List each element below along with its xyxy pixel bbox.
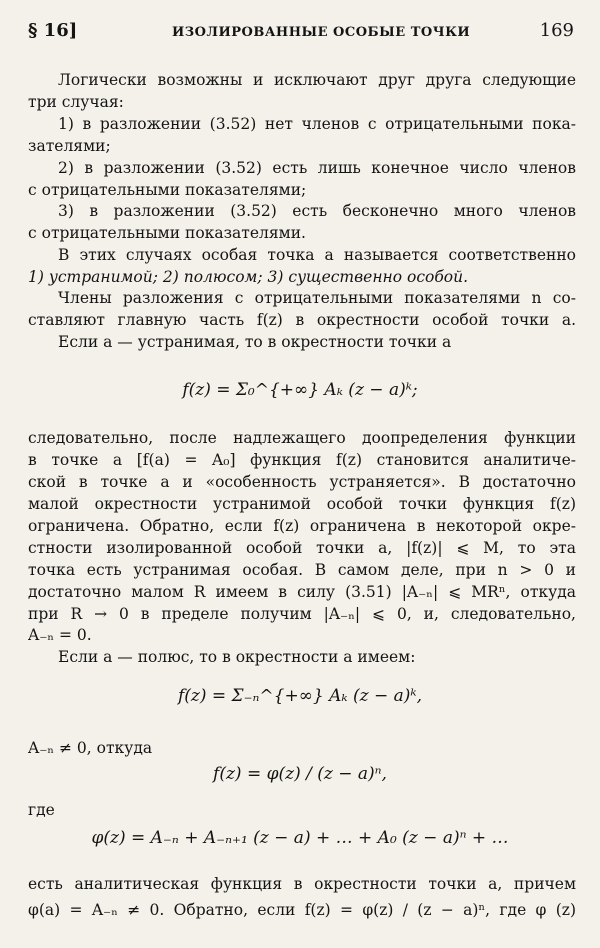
- text-line: ограничена. Обратно, если f(z) ограничена в некоторой окре-: [28, 517, 576, 535]
- text-line: ской в точке a и «особенность устраняется». В достаточно: [28, 473, 576, 491]
- page-number: 169: [539, 20, 574, 41]
- text-line: есть аналитическая функция в окрестности точки a, причем: [28, 875, 576, 893]
- text-line: 1) в разложении (3.52) нет членов с отрицательными пока-: [58, 115, 576, 133]
- text-line: ставляют главную часть f(z) в окрестности особой точки a.: [28, 311, 576, 329]
- text-line: Если a — полюс, то в окрестности a имеем:: [58, 648, 416, 666]
- text-line: зателями;: [28, 137, 111, 155]
- text-line: при R → 0 в пределе получим |A₋ₙ| ⩽ 0, и, следовательно,: [28, 605, 576, 623]
- formula-phi: φ(z) = A₋ₙ + A₋ₙ₊₁ (z − a) + … + A₀ (z − a)ⁿ + …: [91, 828, 509, 848]
- text-line: малой окрестности устранимой особой точки функция f(z): [28, 495, 576, 513]
- text-line: В этих случаях особая точка a называется соответственно: [58, 246, 576, 264]
- text-line: 1) устранимой; 2) полюсом; 3) существенно особой.: [28, 268, 469, 286]
- formula-pole-quotient: f(z) = φ(z) / (z − a)ⁿ,: [213, 764, 387, 784]
- text-line: 3) в разложении (3.52) есть бесконечно много членов: [58, 202, 576, 220]
- text-line: Члены разложения с отрицательными показателями n со-: [58, 289, 576, 307]
- running-title: ИЗОЛИРОВАННЫЕ ОСОБЫЕ ТОЧКИ: [172, 25, 471, 40]
- text-line: точка есть устранимая особая. В самом деле, при n > 0 и: [28, 561, 576, 579]
- formula-pole-series: f(z) = Σ₋ₙ^{+∞} Aₖ (z − a)ᵏ,: [177, 686, 423, 706]
- text-line: где: [28, 801, 55, 819]
- formula-removable: f(z) = Σ₀^{+∞} Aₖ (z − a)ᵏ;: [182, 380, 418, 400]
- text-line: в точке a [f(a) = A₀] функция f(z) становится аналитиче-: [28, 451, 576, 469]
- text-line: достаточно малом R имеем в силу (3.51) |A₋ₙ| ⩽ MRⁿ, откуда: [28, 583, 576, 601]
- text-line: с отрицательными показателями.: [28, 224, 306, 242]
- text-line: с отрицательными показателями;: [28, 181, 307, 199]
- section-marker: § 16]: [28, 20, 78, 41]
- text-line: Логически возможны и исключают друг друга следующие: [58, 71, 576, 89]
- text-line: три случая:: [28, 93, 124, 111]
- text-line: φ(a) = A₋ₙ ≠ 0. Обратно, если f(z) = φ(z) / (z − a)ⁿ, где φ (z): [28, 901, 576, 919]
- text-line: Если a — устранимая, то в окрестности точки a: [58, 333, 452, 351]
- text-line: A₋ₙ ≠ 0, откуда: [28, 739, 153, 757]
- text-line: следовательно, после надлежащего доопределения функции: [28, 429, 576, 447]
- text-line: 2) в разложении (3.52) есть лишь конечное число членов: [58, 159, 576, 177]
- text-line: стности изолированной особой точки a, |f(z)| ⩽ M, то эта: [28, 539, 576, 557]
- text-line: A₋ₙ = 0.: [28, 626, 92, 644]
